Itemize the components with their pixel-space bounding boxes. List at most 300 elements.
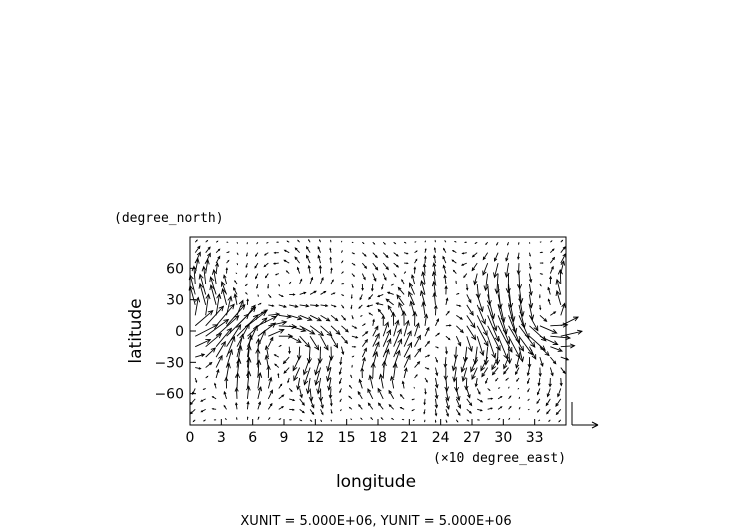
vector-arrow [190,399,195,405]
vector-arrow [389,391,394,399]
vector-arrow [278,374,279,378]
vector-arrow [279,315,291,319]
x-tick-label: 30 [494,430,513,446]
vector-arrow [331,305,336,307]
vector-arrow [547,388,550,396]
x-tick-label: 33 [525,430,544,446]
vector-arrow [193,420,195,422]
vector-arrow [550,241,551,242]
vector-arrow [435,368,437,376]
vector-arrow [467,294,471,302]
vector-arrow [474,274,478,285]
vector-arrow [547,409,551,413]
vector-arrow [456,399,460,408]
vector-arrow [412,409,414,410]
vector-arrow [350,386,352,389]
vector-arrow [279,324,296,328]
vector-arrow [341,272,343,274]
vector-arrow [402,381,404,388]
vector-arrow [498,407,502,410]
vector-arrow [390,377,394,389]
vector-arrow [268,313,279,316]
vector-arrow [538,378,540,385]
vector-arrow [362,242,363,243]
vector-arrow [205,260,209,274]
vector-arrow [506,253,509,261]
vector-arrow [561,368,565,374]
vector-arrow [341,305,343,308]
vector-arrow [467,326,476,340]
vector-arrow [340,399,341,401]
vector-arrow [435,333,439,336]
x-tick-label: 12 [306,430,325,446]
vector-arrow [258,417,259,419]
vector-arrow [404,272,405,274]
vector-arrow [383,242,385,244]
vector-arrow [297,347,301,360]
vector-arrow [268,305,273,307]
vector-arrow [206,241,208,243]
vector-arrow [289,315,301,319]
vector-arrow [445,286,448,294]
vector-arrow [330,399,332,406]
vector-arrow [246,274,248,277]
vector-arrow [295,257,300,263]
y-axis-label: latitude [126,298,146,364]
vector-arrow [435,347,438,348]
vector-arrow [392,284,394,285]
vector-arrow [415,348,421,357]
vector-arrow [321,305,328,307]
vector-arrow [486,378,488,383]
vector-arrow [445,378,449,391]
vector-arrow [288,347,290,354]
vector-arrow [412,399,414,400]
vector-arrow [477,315,487,335]
vector-arrow [540,252,542,253]
vector-arrow [329,388,332,398]
vector-arrow [465,242,467,243]
vector-arrow [435,319,438,326]
vector-arrow [539,368,542,376]
vector-arrow [318,256,321,264]
vector-arrow [224,392,227,399]
vector-arrow [362,324,365,326]
vector-arrow [362,284,364,290]
vector-arrow [493,263,498,277]
vector-arrow [359,380,362,389]
vector-arrow [484,347,488,365]
vector-arrow [300,292,306,294]
vector-arrow [310,420,311,421]
vector-arrow [556,399,561,406]
vector-arrow [378,294,383,296]
vector-arrow [195,340,210,347]
vector-arrow [331,326,340,335]
vector-arrow [216,356,222,368]
vector-arrow [504,357,509,368]
vector-arrow [246,293,248,295]
vector-arrow [456,326,463,333]
vector-arrow [373,274,376,281]
vector-arrow [361,418,362,420]
vector-arrow [341,283,343,284]
vector-arrow [206,247,210,253]
vector-arrow [404,368,407,378]
vector-arrow [340,357,342,364]
vector-arrow [321,420,322,422]
vector-arrow [394,274,396,277]
vector-arrow [351,419,352,420]
vector-arrow [362,358,365,368]
x-tick-label: 9 [279,430,289,446]
vector-arrow [404,263,408,264]
vector-arrow [415,251,417,253]
vector-arrow [309,240,310,242]
vector-arrow [423,264,426,274]
x-tick-label: 3 [216,430,226,446]
vector-arrow [247,417,248,419]
vector-arrow [549,420,550,422]
vector-arrow [287,241,289,242]
vector-arrow [341,251,342,253]
vector-arrow [352,274,354,277]
vector-arrow [475,378,478,386]
vector-arrow [308,266,310,274]
vector-arrow [561,240,563,242]
vector-arrow [550,258,554,264]
vector-arrow [488,408,492,409]
vector-arrow [206,363,212,368]
vector-arrow [519,305,525,328]
x-tick-label: 0 [185,430,195,446]
vector-arrow [341,261,342,263]
vector-arrow [341,347,343,354]
vector-arrow [425,341,429,346]
vector-arrow [237,263,238,264]
vector-arrow [289,409,294,410]
vector-arrow [389,405,393,410]
vector-arrow [425,355,429,357]
vector-arrow [561,357,569,360]
x-axis-ticks [186,419,544,446]
vector-arrow [509,419,510,420]
vector-arrow [456,282,457,284]
vector-arrow [383,274,386,280]
vector-arrow [444,368,448,380]
vector-arrow [352,356,354,357]
vector-arrow [373,263,378,270]
vector-arrow [297,378,300,389]
vector-arrow [212,397,216,399]
vector-arrow [509,396,511,399]
vector-arrow [488,398,493,399]
vector-arrow [561,344,575,348]
vector-arrow [191,409,196,413]
vector-arrow [350,407,352,409]
vector-arrow [235,403,237,409]
vector-arrow [279,345,281,346]
x-tick-label: 18 [369,430,387,446]
vector-arrow [454,347,458,359]
vector-arrow [368,403,372,409]
vector-arrow [561,261,565,273]
vector-arrow [371,284,373,291]
x-tick-label: 27 [463,430,481,446]
vector-arrow [224,406,226,410]
vector-arrow [224,275,227,284]
vector-field [189,240,582,422]
vector-arrow [467,399,472,406]
vector-arrow [550,249,554,253]
vector-arrow [382,284,384,289]
vector-arrow [414,420,415,421]
vector-arrow [351,294,352,298]
vector-arrow [359,305,362,308]
vector-arrow [265,346,268,357]
vector-arrow [331,315,338,320]
vector-arrow [310,336,319,350]
vector-arrow [456,409,460,415]
vector-arrow [496,378,498,381]
vector-arrow [247,311,266,325]
vector-arrow [456,336,460,345]
vector-arrow [349,396,352,399]
vector-arrow [472,368,477,380]
vector-arrow [362,253,366,256]
vector-arrow [517,274,521,289]
vector-arrow [561,317,578,326]
vector-arrow [331,280,333,284]
vector-arrow [388,292,394,294]
vector-arrow [467,336,473,351]
vector-arrow [227,305,245,326]
vector-arrow [424,409,425,413]
vector-arrow [352,346,356,347]
y-tick-label: 30 [166,292,184,309]
vector-arrow [537,388,540,394]
vector-arrow [341,294,343,295]
vector-arrow [195,378,197,382]
vector-arrow [289,419,291,420]
vector-arrow [517,378,519,381]
vector-arrow [400,395,404,399]
vector-arrow [300,420,302,421]
vector-arrow [307,347,311,363]
vector-arrow [404,321,409,337]
vector-arrow [433,255,435,263]
vector-arrow [247,305,255,315]
vector-arrow [550,347,562,352]
vector-arrow [204,420,206,421]
vector-arrow [235,281,237,284]
vector-arrow [287,271,290,274]
vector-arrow [379,374,383,388]
vector-arrow [362,348,366,357]
vector-arrow [506,378,508,380]
vector-arrow [561,330,582,336]
vector-arrow [424,314,427,325]
vector-arrow [204,388,206,389]
x-tick-label: 6 [248,430,258,446]
vector-arrow [352,253,354,254]
vector-arrow [415,259,417,263]
vector-arrow [339,368,341,375]
vector-arrow [361,368,364,378]
vector-arrow [425,328,429,337]
vector-arrow [456,293,458,294]
vector-arrow [371,418,373,420]
vector-arrow [320,240,321,242]
x-tick-label: 15 [337,430,356,446]
vector-arrow [268,337,272,346]
unit-vector-legend [572,402,598,428]
vector-arrow [321,291,326,294]
vector-arrow [529,263,531,269]
x-unit-label: (×10 degree_east) [433,451,567,466]
vector-arrow [227,260,229,263]
vector-arrow [351,305,352,309]
vector-arrow [298,240,300,242]
vector-arrow [488,419,490,420]
vector-arrow [268,294,270,297]
vector-arrow [550,335,570,339]
vector-arrow [477,388,480,393]
vector-arrow [279,294,283,296]
vector-arrow [330,248,331,252]
y-tick-label: −30 [154,355,184,372]
vector-arrow [415,323,420,336]
vector-arrow [330,258,332,263]
vector-arrow [519,336,532,354]
vector-arrow [237,253,238,255]
vector-arrow [331,336,338,347]
vector-arrow [300,399,305,405]
vector-arrow [413,312,417,326]
vector-arrow [484,274,488,291]
vector-arrow [295,248,299,253]
vector-arrow [255,263,258,268]
vector-arrow [399,303,404,316]
vector-arrow [394,263,399,267]
vector-arrow [258,387,262,399]
vector-arrow [359,405,363,410]
vector-arrow [289,283,290,284]
vector-arrow [539,294,540,297]
vector-arrow [368,389,373,399]
vector-arrow [483,263,488,275]
vector-arrow [516,357,519,368]
vector-arrow [381,418,383,420]
vector-arrow [199,284,206,305]
vector-arrow [424,420,425,422]
vector-arrow [472,263,477,270]
vector-arrow [507,242,508,245]
vector-arrow [397,295,404,305]
vector-arrow [473,253,478,257]
vector-arrow [306,378,310,393]
vector-arrow [527,368,529,376]
x-tick-label: 21 [400,430,419,446]
vector-arrow [456,420,457,422]
vector-arrow [257,284,258,288]
vector-arrow [528,388,530,391]
vector-arrow [318,247,320,253]
vector-arrow [550,368,553,376]
vector-arrow [306,255,310,263]
vector-arrow [362,332,367,337]
vector-arrow [454,270,457,273]
vector-arrow [268,378,272,389]
vector-arrow [446,409,449,416]
vector-arrow [289,399,294,401]
vector-arrow [467,305,473,315]
vector-arrow [235,388,238,399]
vector-arrow [274,252,278,253]
vector-arrow [550,357,555,364]
vector-arrow [540,357,543,366]
vector-arrow [300,304,309,307]
vector-arrow [195,246,200,252]
vector-arrow [509,407,511,410]
vector-arrow [206,376,208,378]
vector-arrow [215,263,218,273]
vector-arrow [517,263,520,274]
vector-arrow [527,378,529,383]
vector-arrow [528,399,529,400]
vector-arrow [284,368,289,374]
vector-arrow [331,268,333,273]
vector-arrow [341,336,347,343]
vector-arrow [560,378,562,385]
vector-arrow [279,305,286,308]
vector-arrow [477,399,482,402]
vector-arrow [537,399,540,403]
vector-arrow [265,253,269,255]
vector-arrow [310,291,316,294]
vector-arrow [362,274,365,280]
vector-arrow [473,347,477,364]
vector-arrow [388,306,393,316]
vector-arrow [392,418,394,419]
vector-arrow [402,280,404,284]
vector-arrow [268,418,269,420]
footer-units: XUNIT = 5.000E+06, YUNIT = 5.000E+06 [240,514,512,529]
vector-arrow [285,250,290,252]
vector-arrow [477,326,488,346]
vector-arrow [246,284,248,285]
vector-arrow [247,299,249,305]
vector-arrow [321,278,324,284]
vector-arrow [362,340,367,347]
vector-arrow [433,293,437,305]
vector-arrow [256,253,258,256]
vector-arrow [321,336,328,350]
vector-arrow [352,366,353,368]
vector-arrow [369,313,373,315]
vector-arrow [329,347,333,360]
vector-arrow [362,263,366,268]
vector-arrow [549,378,552,387]
vector-arrow [216,249,220,252]
vector-arrow [425,368,429,370]
vector-arrow [268,404,272,410]
vector-arrow [227,252,229,253]
vector-arrow [556,409,560,414]
vector-arrow [404,242,405,243]
vector-arrow [540,305,541,309]
vector-arrow [284,260,289,263]
